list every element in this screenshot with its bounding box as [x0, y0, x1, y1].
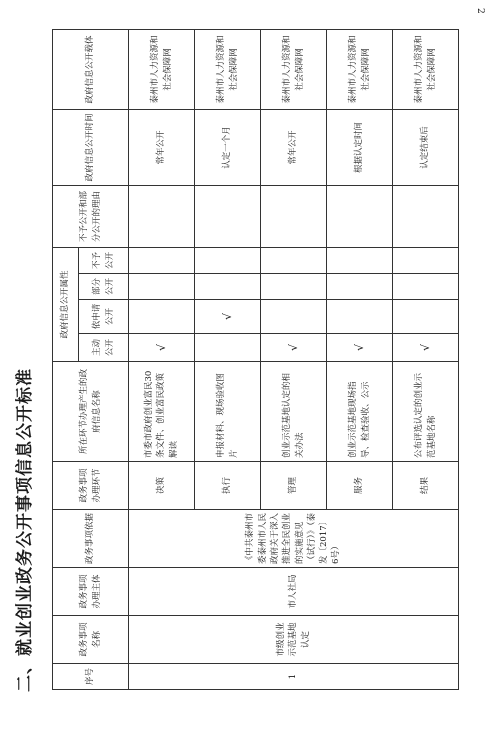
cell-not-public — [393, 247, 459, 273]
cell-not-public — [195, 247, 261, 273]
cell-stage: 管理 — [261, 462, 327, 510]
cell-active: √ — [393, 334, 459, 362]
cell-on-request — [261, 300, 327, 334]
cell-carrier: 泰州市人力资源和社会保障网 — [129, 29, 195, 109]
cell-stage: 决策 — [129, 462, 195, 510]
page-title: 二、就业创业政务公开事项信息公开标准 — [15, 368, 35, 692]
cell-stage: 服务 — [327, 462, 393, 510]
cell-time: 认定结束后 — [393, 109, 459, 185]
cell-carrier: 泰州市人力资源和社会保障网 — [195, 29, 261, 109]
cell-partial — [327, 274, 393, 300]
cell-active: √ — [327, 334, 393, 362]
cell-active: √ — [261, 334, 327, 362]
cell-reason — [195, 185, 261, 247]
header-not-public: 不予公开 — [79, 247, 129, 273]
header-info-name: 所在环节办理产生的政府信息名称 — [53, 362, 129, 462]
header-active: 主动公开 — [79, 334, 129, 362]
cell-on-request: √ — [195, 300, 261, 334]
cell-not-public — [327, 247, 393, 273]
cell-basis: 《中共泰州市委泰州市人民政府关于深入推进全民创业的实施意见（试行）》（泰发〔2017〕6号） — [129, 510, 459, 568]
cell-partial — [393, 274, 459, 300]
disclosure-table — [52, 29, 459, 690]
cell-time: 认定一个月 — [195, 109, 261, 185]
cell-not-public — [261, 247, 327, 273]
cell-info: 申报材料、现场验收图片 — [195, 362, 261, 462]
header-subject: 政务事项办理主体 — [53, 568, 129, 616]
page-number: 2 — [475, 8, 485, 14]
cell-item-name: 市级创业示范基地认定 — [129, 616, 459, 664]
cell-partial — [129, 274, 195, 300]
header-reason: 不予公开和部分公开的理由 — [53, 185, 129, 247]
cell-time: 根据认定时间 — [327, 109, 393, 185]
cell-active: √ — [129, 334, 195, 362]
cell-reason — [327, 185, 393, 247]
cell-not-public — [129, 247, 195, 273]
cell-active — [195, 334, 261, 362]
cell-reason — [129, 185, 195, 247]
cell-subject: 市人社局 — [129, 568, 459, 616]
cell-info: 市委市政府创业富民30条文件、创业富民政策解读 — [129, 362, 195, 462]
header-carrier: 政府信息公开载体 — [53, 29, 129, 109]
cell-reason — [393, 185, 459, 247]
header-partial: 部分公开 — [79, 274, 129, 300]
cell-carrier: 泰州市人力资源和社会保障网 — [261, 29, 327, 109]
cell-reason — [261, 185, 327, 247]
cell-on-request — [129, 300, 195, 334]
header-basis: 政务事项依据 — [53, 510, 129, 568]
cell-info: 创业示范基地认定的相关办法 — [261, 362, 327, 462]
header-on-request: 依申请公开 — [79, 300, 129, 334]
cell-carrier: 泰州市人力资源和社会保障网 — [393, 29, 459, 109]
header-item-name: 政务事项名称 — [53, 616, 129, 664]
cell-carrier: 泰州市人力资源和社会保障网 — [327, 29, 393, 109]
header-time: 政府信息公开时间 — [53, 109, 129, 185]
cell-partial — [195, 274, 261, 300]
cell-on-request — [327, 300, 393, 334]
cell-stage: 执行 — [195, 462, 261, 510]
cell-info: 公布评选认定的创业示范基地名称 — [393, 362, 459, 462]
table-row — [129, 29, 195, 689]
header-row — [53, 29, 79, 689]
cell-time: 常年公开 — [129, 109, 195, 185]
cell-info: 创业示范基地现场指导、检查验收、公示 — [327, 362, 393, 462]
cell-on-request — [393, 300, 459, 334]
cell-seq: 1 — [129, 664, 459, 690]
header-attr-group: 政府信息公开属性 — [53, 247, 79, 361]
header-stage: 政务事项办理环节 — [53, 462, 129, 510]
header-seq: 序号 — [53, 664, 129, 690]
cell-partial — [261, 274, 327, 300]
cell-stage: 结果 — [393, 462, 459, 510]
cell-time: 常年公开 — [261, 109, 327, 185]
